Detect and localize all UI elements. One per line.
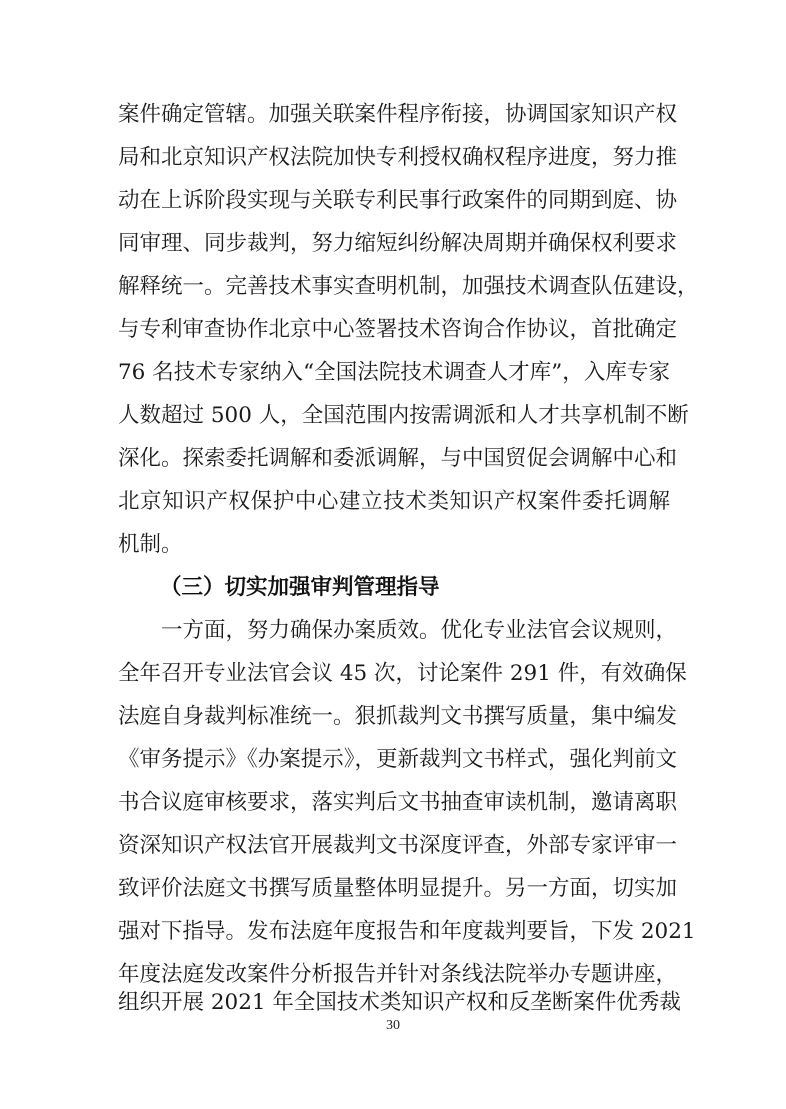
body-line-6: 与专利审查协作北京中心签署技术咨询合作协议，首批确定 [118,317,678,342]
body-line-11: 机制。 [118,532,183,557]
body-line-22: 组织开展 2021 年全国技术类知识产权和反垄断案件优秀裁 [118,990,681,1015]
section-heading: （三）切实加强审判管理指导 [160,575,440,600]
body-line-20: 强对下指导。发布法庭年度报告和年度裁判要旨，下发 2021 [118,919,696,944]
body-line-10: 北京知识产权保护中心建立技术类知识产权案件委托调解 [118,489,670,514]
body-line-3: 动在上诉阶段实现与关联专利民事行政案件的同期到庭、协 [118,188,678,213]
page-number: 30 [386,1018,400,1033]
body-line-1: 案件确定管辖。加强关联案件程序衔接，协调国家知识产权 [118,102,678,127]
body-line-7: 76 名技术专家纳入“全国法院技术调查人才库”，入库专家 [118,360,670,385]
body-line-8: 人数超过 500 人，全国范围内按需调派和人才共享机制不断 [118,403,689,428]
body-line-9: 深化。探索委托调解和委派调解，与中国贸促会调解中心和 [118,446,678,471]
body-line-2: 局和北京知识产权法院加快专利授权确权程序进度，努力推 [118,145,678,170]
body-line-17: 书合议庭审核要求，落实判后文书抽查审读机制，邀请离职 [118,790,678,815]
body-line-16: 《审务提示》《办案提示》，更新裁判文书样式，强化判前文 [118,747,678,772]
body-line-15: 法庭自身裁判标准统一。狠抓裁判文书撰写质量，集中编发 [118,704,678,729]
body-line-13: 一方面，努力确保办案质效。优化专业法官会议规则， [118,618,678,643]
body-line-4: 同审理、同步裁判，努力缩短纠纷解决周期并确保权利要求 [118,231,678,256]
body-line-19: 致评价法庭文书撰写质量整体明显提升。另一方面，切实加 [118,876,678,901]
body-line-14: 全年召开专业法官会议 45 次，讨论案件 291 件，有效确保 [118,661,687,686]
body-line-5: 解释统一。完善技术事实查明机制，加强技术调查队伍建设， [118,274,699,299]
body-line-21: 年度法庭发改案件分析报告并针对条线法院举办专题讲座， [118,962,678,987]
body-line-18: 资深知识产权法官开展裁判文书深度评查，外部专家评审一 [118,833,678,858]
